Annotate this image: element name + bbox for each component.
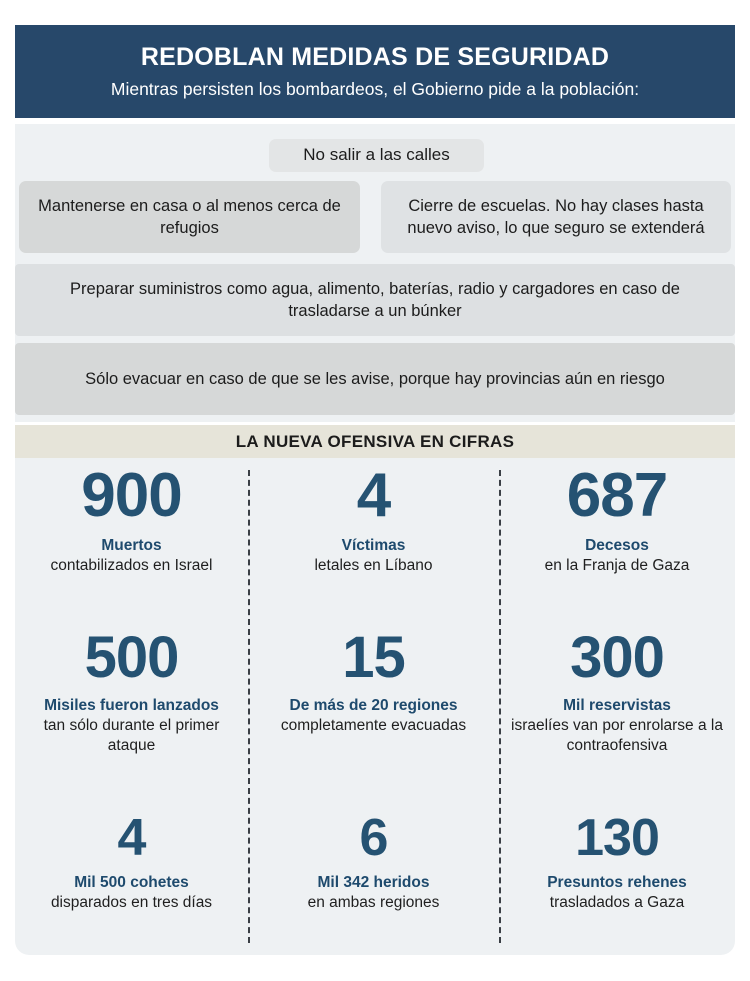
instruction-cierre-escuelas: Cierre de escuelas. No hay clases hasta nuevo aviso, lo que seguro se extenderá	[381, 181, 731, 253]
figures-banner-title: LA NUEVA OFENSIVA EN CIFRAS	[15, 425, 735, 458]
instruction-mantenerse-en-casa: Mantenerse en casa o al menos cerca de refugios	[19, 181, 360, 253]
stat-label: Misiles fueron lanzados	[44, 696, 219, 714]
stat-label: Mil reservistas	[563, 696, 671, 714]
stat-description: en ambas regiones	[307, 894, 440, 912]
stat-number: 6	[359, 809, 388, 867]
stat-label: Decesos	[585, 536, 649, 554]
stat-item	[248, 803, 499, 955]
stat-item	[248, 458, 499, 618]
stat-item	[499, 458, 735, 618]
stat-number: 130	[575, 809, 659, 867]
stat-number: 900	[81, 461, 182, 530]
stat-number: 4	[356, 461, 391, 530]
stat-label: Mil 342 heridos	[317, 873, 430, 891]
stat-item	[15, 803, 248, 955]
stat-item	[499, 803, 735, 955]
stat-label: Víctimas	[341, 536, 406, 554]
page-title: REDOBLAN MEDIDAS DE SEGURIDAD	[140, 43, 610, 72]
stat-description: completamente evacuadas	[280, 717, 467, 735]
stat-label: Muertos	[101, 536, 162, 554]
statistics-panel	[15, 458, 735, 955]
stat-description: israelíes van por enrolarse a la contraofensiva	[511, 717, 723, 755]
header-banner	[15, 25, 735, 118]
stat-number: 687	[566, 461, 668, 530]
stat-item	[15, 458, 248, 618]
stat-label: Mil 500 cohetes	[74, 873, 189, 891]
instruction-no-salir-calles: No salir a las calles	[269, 139, 484, 172]
stat-description: tan sólo durante el primer ataque	[43, 717, 220, 755]
stat-number: 500	[84, 625, 179, 690]
stat-label: Presuntos rehenes	[547, 873, 687, 891]
stat-description: contabilizados en Israel	[50, 557, 213, 575]
stat-label: De más de 20 regiones	[289, 696, 458, 714]
stat-item	[248, 618, 499, 803]
stat-description: letales en Líbano	[314, 557, 433, 575]
instruction-preparar-suministros: Preparar suministros como agua, alimento, baterías, radio y cargadores en caso de trasladarse a un búnker	[15, 264, 735, 336]
stat-item	[15, 618, 248, 803]
instruction-solo-evacuar: Sólo evacuar en caso de que se les avise, porque hay provincias aún en riesgo	[15, 343, 735, 415]
stat-description: en la Franja de Gaza	[544, 557, 690, 575]
stat-number: 4	[117, 809, 146, 867]
stat-number: 15	[342, 625, 405, 690]
stat-description: disparados en tres días	[50, 894, 213, 912]
instructions-section	[15, 124, 735, 422]
page-subtitle: Mientras persisten los bombardeos, el Gobierno pide a la población:	[110, 78, 640, 99]
stat-number: 300	[570, 625, 664, 690]
stat-description: trasladados a Gaza	[549, 894, 685, 912]
statistics-grid	[15, 458, 735, 955]
stat-item	[499, 618, 735, 803]
